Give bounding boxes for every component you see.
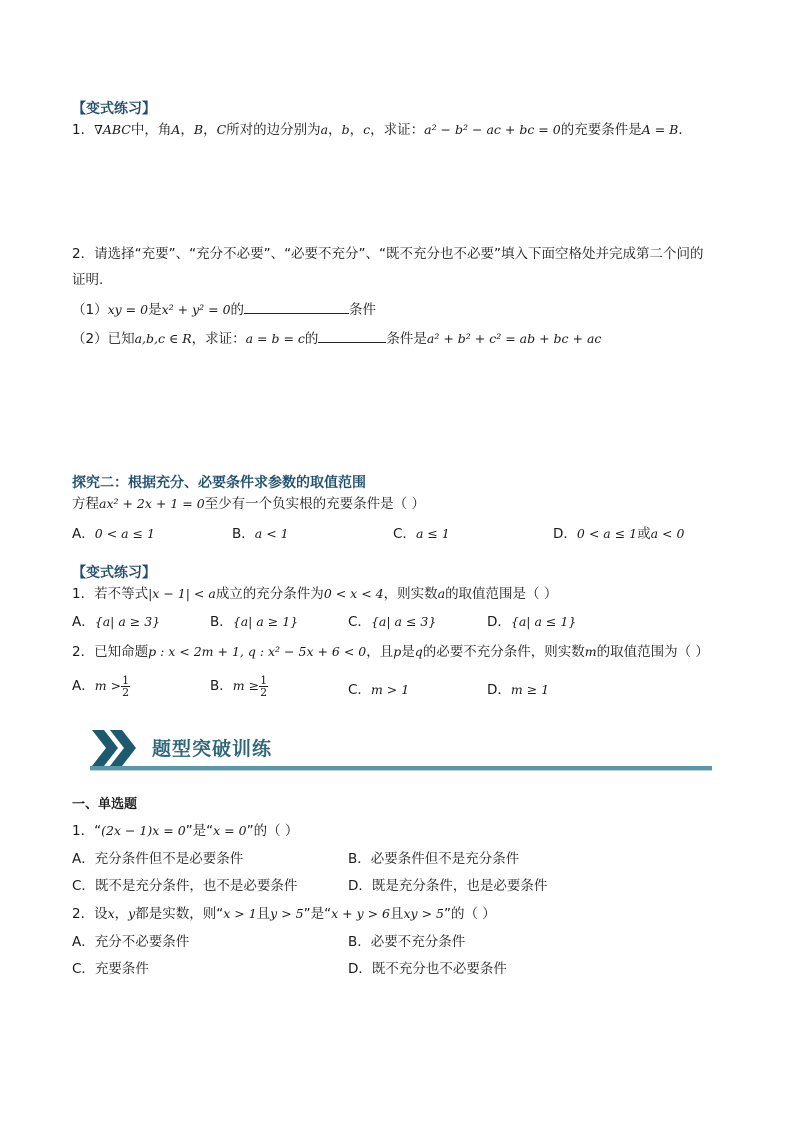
math-abs-inequality: |x − 1| < a [148,586,216,601]
section1-question-2: 2．设x，y都是实数，则“x > 1且y > 5”是“x + y > 6且xy > 5”的（ ） [72,906,496,922]
section-banner [90,724,712,774]
banner-underline-shadow [90,770,712,771]
section1-question-1: 1．“(2x − 1)x = 0”是“x = 0”的（ ） [72,823,299,839]
section1-q1-option-a[interactable]: A．充分条件但不是必要条件 [72,851,244,867]
math-angle-c: C [216,122,227,137]
fill-blank[interactable] [318,330,386,343]
math-angle-a: A [171,122,181,137]
variant1-question-2-line2: 证明. [72,272,104,288]
variant2-question-1: 1．若不等式|x − 1| < a成立的充分条件为0 < x < 4，则实数a的取值范围是（ ） [72,586,558,602]
question-text: 中，角 [130,122,172,138]
variant1-question-2-line1: 2．请选择“充要”、“充分不必要”、“必要不充分”、“既不充分也不必要”填入下面空格处并完成第二个问的 [72,246,704,262]
question-number: 1． [72,122,95,138]
variant2-q1-option-a[interactable]: A．{a| a ≥ 3} [72,614,161,630]
explore-option-c[interactable]: C．a ≤ 1 [393,526,450,542]
double-chevron-right-icon [90,728,144,768]
explore-heading: 探究二：根据充分、必要条件求参数的取值范围 [72,475,366,491]
variant1-question-2-sub2: （2）已知a,b,c ∈ R，求证：a = b = c的 条件是a² + b² + c² = ab + bc + ac [72,331,602,347]
question-text: 所对的边分别为 [226,122,321,138]
explore-option-b[interactable]: B．a < 1 [232,526,289,542]
variant2-q2-option-b[interactable]: B．m ≥ $\frac{1}{2}$ [210,673,268,699]
fraction: $\frac{1}{2}$ [260,673,268,699]
math-side-b: b [341,122,350,137]
variant2-q2-option-c[interactable]: C．m > 1 [348,682,410,698]
variant2-q2-option-a[interactable]: A．m > $\frac{1}{2}$ [72,673,130,699]
math-side-a: a [320,122,329,137]
math-angle-b: B [193,122,204,137]
variant2-q2-option-d[interactable]: D．m ≥ 1 [487,682,550,698]
variant1-question-1: 1．∇ABC中，角A，B，C所对的边分别为a，b，c，求证：a² − b² − ac + bc = 0的充要条件是A = B． [72,122,692,138]
section1-q1-option-c[interactable]: C．既不是充分条件，也不是必要条件 [72,878,298,894]
math-triangle: ∇ABC [94,122,131,137]
variant-heading-1: 【变式练习】 [72,101,156,117]
variant1-question-2-sub1: （1）xy = 0是x² + y² = 0的 条件 [72,302,377,318]
math-interval: 0 < x < 4 [323,586,384,601]
variant2-q1-option-c[interactable]: C．{a| a ≤ 3} [348,614,437,630]
question-text: ，求证： [370,122,425,138]
explore-option-a[interactable]: A．0 < a ≤ 1 [72,526,155,542]
explore-option-d[interactable]: D．0 < a ≤ 1或a < 0 [553,526,685,542]
section-heading: 一、单选题 [72,797,138,812]
math-propositions: p : x < 2m + 1, q : x² − 5x + 6 < 0 [148,644,367,659]
math-identity: a² + b² + c² = ab + bc + ac [426,331,602,346]
math-xy-zero: xy = 0 [107,302,149,317]
math-abc-real: a,b,c ∈ R [134,331,192,346]
banner-title: 题型突破训练 [152,738,273,760]
section1-q2-option-d[interactable]: D．既不充分也不必要条件 [348,961,507,977]
variant2-q1-option-b[interactable]: B．{a| a ≥ 1} [210,614,299,630]
math-quadratic: ax² + 2x + 1 = 0 [99,496,205,511]
explore-question: 方程ax² + 2x + 1 = 0至少有一个负实根的充要条件是（ ） [72,496,425,512]
variant-heading-2: 【变式练习】 [72,565,156,581]
math-condition: A = B [641,122,679,137]
section1-q2-option-a[interactable]: A．充分不必要条件 [72,934,190,950]
section1-q1-option-b[interactable]: B．必要条件但不是充分条件 [348,851,520,867]
math-side-c: c [363,122,371,137]
variant2-question-2: 2．已知命题p : x < 2m + 1, q : x² − 5x + 6 < 0，且p是q的必要不充分条件，则实数m的取值范围为（ ） [72,644,709,660]
math-equation: a² − b² − ac + bc = 0 [424,122,561,137]
section1-q2-option-c[interactable]: C．充要条件 [72,961,149,977]
math-sum-squares: x² + y² = 0 [161,302,231,317]
section1-q2-option-b[interactable]: B．必要不充分条件 [348,934,466,950]
math-abc-equal: a = b = c [245,331,305,346]
variant2-q1-option-d[interactable]: D．{a| a ≤ 1} [487,614,577,630]
fraction: $\frac{1}{2}$ [122,673,130,699]
question-text: 的充要条件是 [560,122,642,138]
section1-q1-option-d[interactable]: D．既是充分条件，也是必要条件 [348,878,548,894]
fill-blank[interactable] [244,301,349,314]
